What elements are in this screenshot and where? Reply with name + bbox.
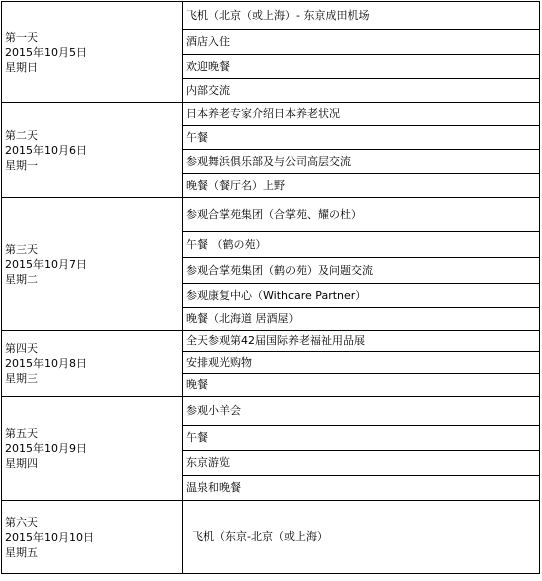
day-date: 2015年10月10日	[5, 530, 94, 544]
activity-cell: 晚餐（餐厅名）上野	[183, 174, 540, 198]
day-cell	[2, 397, 183, 501]
day-date: 2015年10月8日	[5, 357, 87, 370]
activity-cell: 酒店入住	[183, 30, 540, 55]
activity-cell: 参观小羊会	[183, 397, 540, 426]
day-cell	[2, 103, 183, 198]
activity-cell: 参观舞浜俱乐部及与公司高层交流	[183, 150, 540, 174]
day-label: 第一天	[5, 30, 38, 44]
activity-cell: 东京游览	[183, 451, 540, 476]
day-weekday: 星期二	[5, 272, 38, 286]
table-row	[2, 2, 540, 30]
day-label: 第三天	[5, 242, 38, 256]
activity-cell: 温泉和晚餐	[183, 476, 540, 501]
day-date: 2015年10月9日	[5, 442, 87, 455]
activity-cell: 午餐 （鹤の苑）	[183, 232, 540, 258]
activity-cell: 参观合掌苑集团（合掌苑、耀の杜）	[183, 198, 540, 232]
activity-cell: 飞机（东京-北京（或上海）	[183, 501, 540, 574]
activity-cell: 参观康复中心（Withcare Partner）	[183, 284, 540, 308]
day-label: 第六天	[5, 515, 38, 529]
activity-cell: 晚餐	[183, 374, 540, 397]
activity-cell: 安排观光购物	[183, 352, 540, 374]
day-weekday: 星期三	[5, 372, 38, 385]
table-row	[2, 501, 540, 574]
day-weekday: 星期日	[5, 60, 38, 74]
activity-cell: 飞机（北京（或上海）- 东京成田机场	[183, 2, 540, 30]
day-label: 第二天	[5, 128, 38, 142]
day-weekday: 星期五	[5, 545, 38, 559]
day-cell	[2, 2, 183, 103]
activity-cell: 欢迎晚餐	[183, 55, 540, 79]
activity-cell: 全天参观第42届国际养老福祉用品展	[183, 331, 540, 352]
activity-cell: 日本养老专家介绍日本养老状况	[183, 103, 540, 126]
day-cell	[2, 501, 183, 574]
day-weekday: 星期四	[5, 457, 38, 470]
day-label: 第五天	[5, 427, 38, 440]
activity-cell: 午餐	[183, 126, 540, 150]
table-row	[2, 331, 540, 352]
table-row	[2, 103, 540, 126]
activity-cell: 午餐	[183, 426, 540, 451]
day-weekday: 星期一	[5, 158, 38, 172]
table-row	[2, 198, 540, 232]
activity-cell: 内部交流	[183, 79, 540, 103]
day-date: 2015年10月5日	[5, 45, 87, 59]
activity-cell: 参观合掌苑集团（鹤の苑）及问题交流	[183, 258, 540, 284]
day-label: 第四天	[5, 342, 38, 355]
day-cell	[2, 331, 183, 397]
activity-cell: 晚餐（北海道 居酒屋）	[183, 308, 540, 331]
table-row	[2, 397, 540, 426]
day-date: 2015年10月7日	[5, 257, 87, 271]
day-cell	[2, 198, 183, 331]
itinerary-table	[1, 1, 540, 574]
day-date: 2015年10月6日	[5, 143, 87, 157]
